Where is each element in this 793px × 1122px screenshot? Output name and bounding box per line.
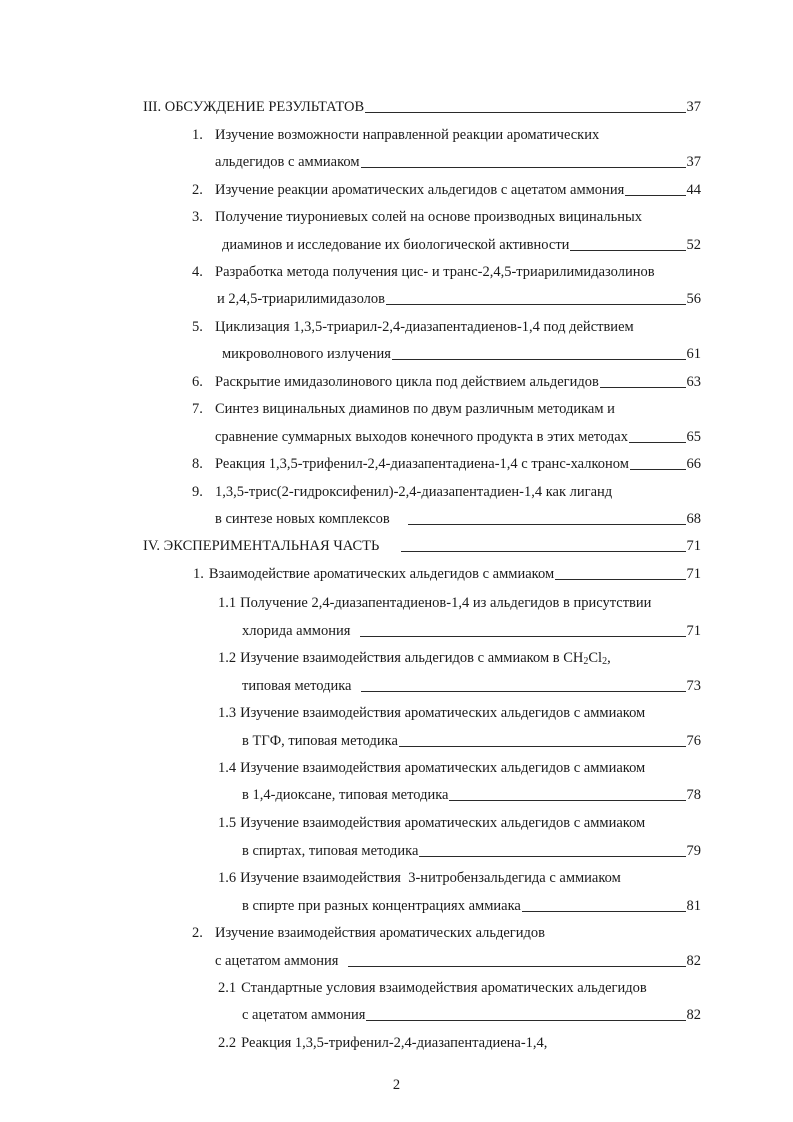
entry-title [240, 649, 611, 667]
toc-exp-1-4-line1 [218, 759, 645, 777]
toc-exp-1-5-line1 [218, 814, 645, 832]
entry-number: 1.4 [218, 760, 237, 776]
toc-exp-1-3-line2 [242, 732, 701, 750]
dot-leader [408, 524, 686, 525]
entry-number: 4. [192, 264, 203, 280]
page-ref: 79 [686, 843, 701, 859]
toc-exp-1-2-line2 [242, 677, 701, 695]
entry-number: 3. [192, 209, 203, 225]
toc-exp-1-4-line2 [242, 786, 701, 804]
toc-exp-1-3-line1 [218, 704, 645, 722]
entry-title: Стандартные условия взаимодействия ароматических альдегидов [241, 980, 647, 996]
page-ref: 81 [686, 898, 701, 914]
dot-leader [360, 636, 685, 637]
entry-title: Разработка метода получения цис- и транс-2,4,5-триарилимидазолинов [215, 264, 655, 280]
entry-title: Изучение взаимодействия ароматических альдегидов с аммиаком [240, 760, 646, 776]
dot-leader [361, 691, 685, 692]
entry-title: Синтез вицинальных диаминов по двум различным методикам и [215, 401, 615, 417]
entry-title: Изучение взаимодействия ароматических альдегидов с аммиаком [240, 705, 646, 721]
entry-title-cont: в спиртах, типовая методика [242, 843, 419, 859]
entry-title: Раскрытие имидазолинового цикла под действием альдегидов [215, 374, 599, 390]
page-ref: 37 [686, 154, 701, 170]
toc-entry-6 [192, 373, 701, 391]
entry-number: 5. [192, 319, 203, 335]
toc-exp-1 [193, 565, 701, 583]
dot-leader [629, 442, 686, 443]
entry-title-cont: с ацетатом аммония [215, 953, 339, 969]
toc-exp-1-5-line2 [242, 842, 701, 860]
entry-title: Изучение взаимодействия 3-нитробензальдегида с аммиаком [240, 870, 621, 886]
entry-number: 1.1 [218, 595, 237, 611]
entry-title-cont: с ацетатом аммония [242, 1007, 366, 1023]
title-text: , [607, 650, 611, 666]
toc-entry-9-line2 [215, 510, 701, 528]
page-ref: 76 [686, 733, 701, 749]
entry-number: 6. [192, 374, 203, 390]
entry-title: Изучение взаимодействия ароматических альдегидов с аммиаком [240, 815, 646, 831]
entry-number: 2. [192, 182, 203, 198]
toc-entry-5-line1 [192, 318, 634, 336]
dot-leader [449, 800, 685, 801]
dot-leader [555, 579, 685, 580]
entry-title-cont: в спирте при разных концентрациях аммиака [242, 898, 521, 914]
entry-title-cont: альдегидов с аммиаком [215, 154, 360, 170]
entry-title: Получение тиурониевых солей на основе производных вицинальных [215, 209, 642, 225]
dot-leader [600, 387, 686, 388]
entry-title: Изучение взаимодействия ароматических альдегидов [215, 925, 545, 941]
entry-number: 8. [192, 456, 203, 472]
page-ref: 73 [686, 678, 701, 694]
entry-number: 7. [192, 401, 203, 417]
page-ref: 65 [686, 429, 701, 445]
page-ref: 71 [686, 566, 701, 582]
title-text: Cl [588, 650, 603, 666]
entry-number: 1.6 [218, 870, 237, 886]
entry-title-cont: и 2,4,5-триарилимидазолов [217, 291, 385, 307]
dot-leader [361, 167, 686, 168]
dot-leader [366, 1020, 685, 1021]
page-ref: 66 [686, 456, 701, 472]
entry-title-cont: микроволнового излучения [222, 346, 391, 362]
dot-leader [522, 911, 686, 912]
entry-title: Взаимодействие ароматических альдегидов с аммиаком [208, 566, 555, 582]
toc-entry-9-line1 [192, 483, 612, 501]
dot-leader [365, 112, 685, 113]
toc-entry-1-line1 [192, 126, 599, 144]
entry-title: 1,3,5-трис(2-гидроксифенил)-2,4-диазапентадиен-1,4 как лиганд [215, 484, 613, 500]
page-ref: 68 [686, 511, 701, 527]
subscript: 2 [583, 656, 589, 667]
toc-entry-4-line2 [217, 290, 701, 308]
toc-entry-2 [192, 181, 701, 199]
page-ref: 37 [686, 99, 701, 115]
entry-number: 1.3 [218, 705, 237, 721]
entry-number: 9. [192, 484, 203, 500]
entry-title-cont: хлорида аммония [242, 623, 351, 639]
dot-leader [392, 359, 686, 360]
page-ref: 71 [686, 538, 701, 554]
toc-exp-2-2-line1 [218, 1034, 547, 1052]
page-ref: 82 [686, 1007, 701, 1023]
page-ref: 63 [686, 374, 701, 390]
entry-title: Реакция 1,3,5-трифенил-2,4-диазапентадиена-1,4, [241, 1035, 548, 1051]
entry-title-cont: типовая методика [242, 678, 352, 694]
page-ref: 44 [686, 182, 701, 198]
entry-title-cont: в ТГФ, типовая методика [242, 733, 398, 749]
entry-title-cont: в синтезе новых комплексов [215, 511, 390, 527]
page-number: 2 [392, 1077, 401, 1093]
toc-exp-1-6-line2 [242, 897, 701, 915]
dot-leader [401, 551, 685, 552]
dot-leader [570, 250, 685, 251]
entry-title: Изучение возможности направленной реакции ароматических [215, 127, 600, 143]
toc-entry-4-line1 [192, 263, 655, 281]
entry-title: Получение 2,4-диазапентадиенов-1,4 из альдегидов в присутствии [240, 595, 652, 611]
page-ref: 56 [686, 291, 701, 307]
entry-number: 2.1 [218, 980, 237, 996]
toc-exp-2-line1 [192, 924, 545, 942]
dot-leader [625, 195, 685, 196]
entry-title-cont: в 1,4-диоксане, типовая методика [242, 787, 449, 803]
entry-number: 1.2 [218, 650, 237, 666]
toc-exp-1-1-line2 [242, 622, 701, 640]
toc-entry-7-line1 [192, 400, 615, 418]
toc-entry-3-line2 [222, 236, 701, 254]
entry-number: 2.2 [218, 1035, 237, 1051]
toc-entry-5-line2 [222, 345, 701, 363]
page-ref: 71 [686, 623, 701, 639]
entry-title: Циклизация 1,3,5-триарил-2,4-диазапентадиенов-1,4 под действием [215, 319, 634, 335]
page-ref: 61 [686, 346, 701, 362]
toc-exp-2-1-line1 [218, 979, 647, 997]
toc-section-4 [143, 537, 701, 555]
entry-title: Реакция 1,3,5-трифенил-2,4-диазапентадиена-1,4 с транс-халконом [215, 456, 629, 472]
entry-number: 1. [192, 127, 203, 143]
toc-exp-2-1-line2 [242, 1006, 701, 1024]
page-ref: 78 [686, 787, 701, 803]
toc-exp-1-1-line1 [218, 594, 651, 612]
dot-leader [348, 966, 685, 967]
toc-entry-3-line1 [192, 208, 642, 226]
dot-leader [630, 469, 686, 470]
toc-exp-1-2-line1 [218, 649, 611, 667]
subscript: 2 [602, 656, 608, 667]
entry-number: 2. [192, 925, 203, 941]
section-title: IV. ЭКСПЕРИМЕНТАЛЬНАЯ ЧАСТЬ [143, 538, 380, 554]
entry-title-cont: диаминов и исследование их биологической активности [222, 237, 570, 253]
toc-section-3 [143, 98, 701, 116]
entry-number: 1. [193, 566, 204, 582]
title-text: Изучение взаимодействия альдегидов с аммиаком в CH [240, 650, 584, 666]
toc-entry-1-line2 [215, 153, 701, 171]
dot-leader [399, 746, 686, 747]
entry-title-cont: сравнение суммарных выходов конечного продукта в этих методах [215, 429, 628, 445]
page-ref: 52 [686, 237, 701, 253]
toc-exp-1-6-line1 [218, 869, 621, 887]
toc-entry-8 [192, 455, 701, 473]
page-ref: 82 [686, 953, 701, 969]
toc-entry-7-line2 [215, 428, 701, 446]
entry-title: Изучение реакции ароматических альдегидов с ацетатом аммония [215, 182, 625, 198]
dot-leader [386, 304, 686, 305]
section-title: III. ОБСУЖДЕНИЕ РЕЗУЛЬТАТОВ [143, 99, 365, 115]
entry-number: 1.5 [218, 815, 237, 831]
dot-leader [419, 856, 685, 857]
toc-exp-2-line2 [215, 952, 701, 970]
